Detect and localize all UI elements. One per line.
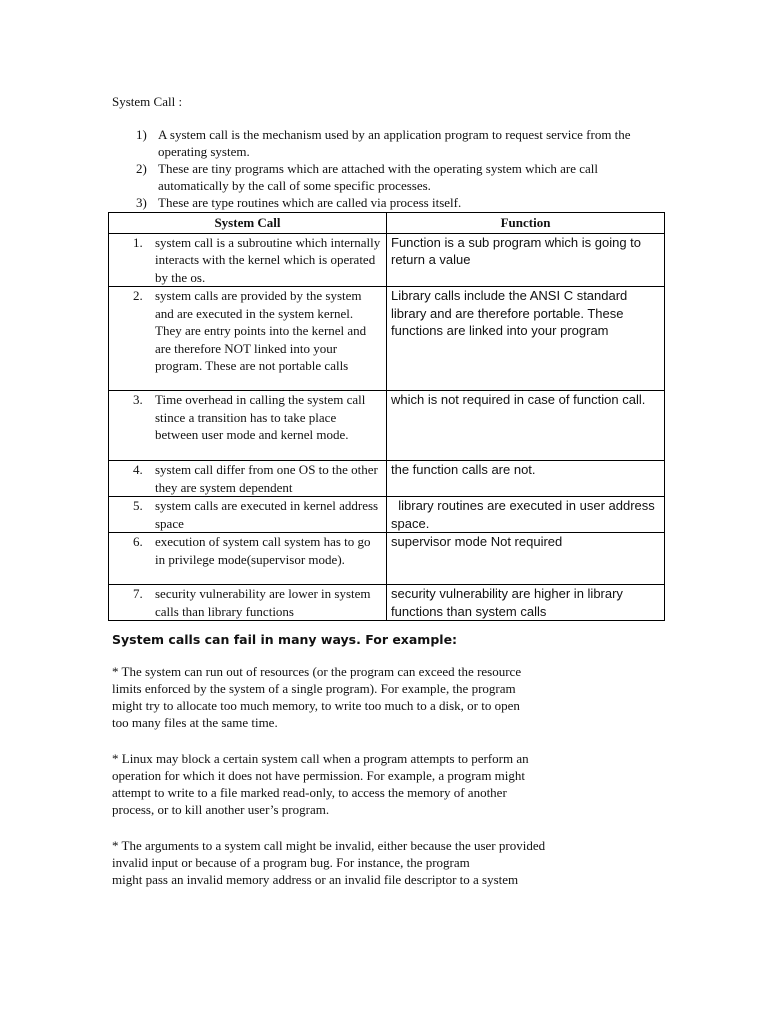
table-row (109, 533, 665, 585)
system-call-cell (109, 461, 387, 497)
system-call-cell (109, 497, 387, 533)
paragraph-line: too many files at the same time. (112, 715, 278, 730)
row-number: 4. (133, 462, 143, 477)
intro-list (112, 126, 652, 211)
function-cell: which is not required in case of function call. (387, 391, 665, 461)
failure-section-title: System calls can fail in many ways. For example: (112, 632, 458, 647)
paragraph-permission (112, 750, 632, 818)
paragraph-line: * Linux may block a certain system call when a program attempts to perform an (112, 751, 529, 766)
intro-item-number: 3) (136, 195, 147, 210)
intro-item (112, 160, 652, 194)
paragraph-line: attempt to write to a file marked read-only, to access the memory of another (112, 785, 507, 800)
column-header-system-call: System Call (109, 213, 387, 234)
intro-item-text: These are type routines which are called via process itself. (158, 195, 462, 210)
function-cell: security vulnerability are higher in library functions than system calls (387, 585, 665, 621)
paragraph-line: * The system can run out of resources (or the program can exceed the resource (112, 664, 522, 679)
table-row (109, 287, 665, 391)
paragraph-line: limits enforced by the system of a single program). For example, the program (112, 681, 516, 696)
intro-item-text: These are tiny programs which are attached with the operating system which are call automatically by the call of some specific processes. (158, 161, 599, 193)
intro-item (112, 194, 652, 211)
table-header-row (109, 213, 665, 234)
function-cell: library routines are executed in user address space. (387, 497, 665, 533)
column-header-function: Function (387, 213, 665, 234)
table-row (109, 585, 665, 621)
paragraph-line: * The arguments to a system call might be invalid, either because the user provided (112, 838, 546, 853)
system-call-text: system call is a subroutine which internally interacts with the kernel which is operated by the os. (155, 234, 381, 285)
system-call-cell (109, 391, 387, 461)
table-row (109, 233, 665, 287)
system-call-cell (109, 585, 387, 621)
comparison-table (108, 212, 665, 621)
table-row (109, 391, 665, 461)
system-call-text: execution of system call system has to go in privilege mode(supervisor mode). (155, 534, 371, 567)
system-call-text: Time overhead in calling the system call stince a transition has to take place between user mode and kernel mode. (155, 392, 366, 442)
intro-item (112, 126, 652, 160)
system-call-cell (109, 533, 387, 585)
function-cell: the function calls are not. (387, 461, 665, 497)
system-call-text: system calls are executed in kernel address space (155, 498, 379, 531)
function-cell: Library calls include the ANSI C standard library and are therefore portable. These functions are linked into your program (387, 287, 665, 391)
function-cell: supervisor mode Not required (387, 533, 665, 585)
row-number: 1. (133, 234, 143, 250)
page-heading: System Call : (112, 94, 183, 109)
system-call-cell (109, 287, 387, 391)
row-number: 6. (133, 534, 143, 549)
intro-item-text: A system call is the mechanism used by an application program to request service from the operating system. (158, 127, 631, 159)
paragraph-line: operation for which it does not have permission. For example, a program might (112, 768, 526, 783)
table-row (109, 497, 665, 533)
system-call-text: system calls are provided by the system and are executed in the system kernel. They are entry points into the kernel and are therefore NOT linked into your program. These are not portable calls (155, 288, 367, 373)
intro-item-number: 2) (136, 161, 147, 176)
intro-item-number: 1) (136, 127, 147, 142)
paragraph-line: might pass an invalid memory address or an invalid file descriptor to a system (112, 872, 519, 887)
paragraph-line: invalid input or because of a program bug. For instance, the program (112, 855, 470, 870)
system-call-text: security vulnerability are lower in system calls than library functions (155, 586, 371, 619)
paragraph-line: might try to allocate too much memory, to write too much to a disk, or to open (112, 698, 520, 713)
paragraph-line: process, or to kill another user’s program. (112, 802, 330, 817)
function-cell: Function is a sub program which is going to return a value (387, 233, 665, 287)
row-number: 2. (133, 288, 143, 303)
system-call-cell (109, 233, 387, 287)
row-number: 7. (133, 586, 143, 601)
paragraph-resources (112, 663, 632, 731)
row-number: 5. (133, 498, 143, 513)
table-row (109, 461, 665, 497)
row-number: 3. (133, 392, 143, 407)
system-call-text: system call differ from one OS to the other they are system dependent (155, 462, 378, 495)
paragraph-invalid-arguments (112, 837, 632, 888)
